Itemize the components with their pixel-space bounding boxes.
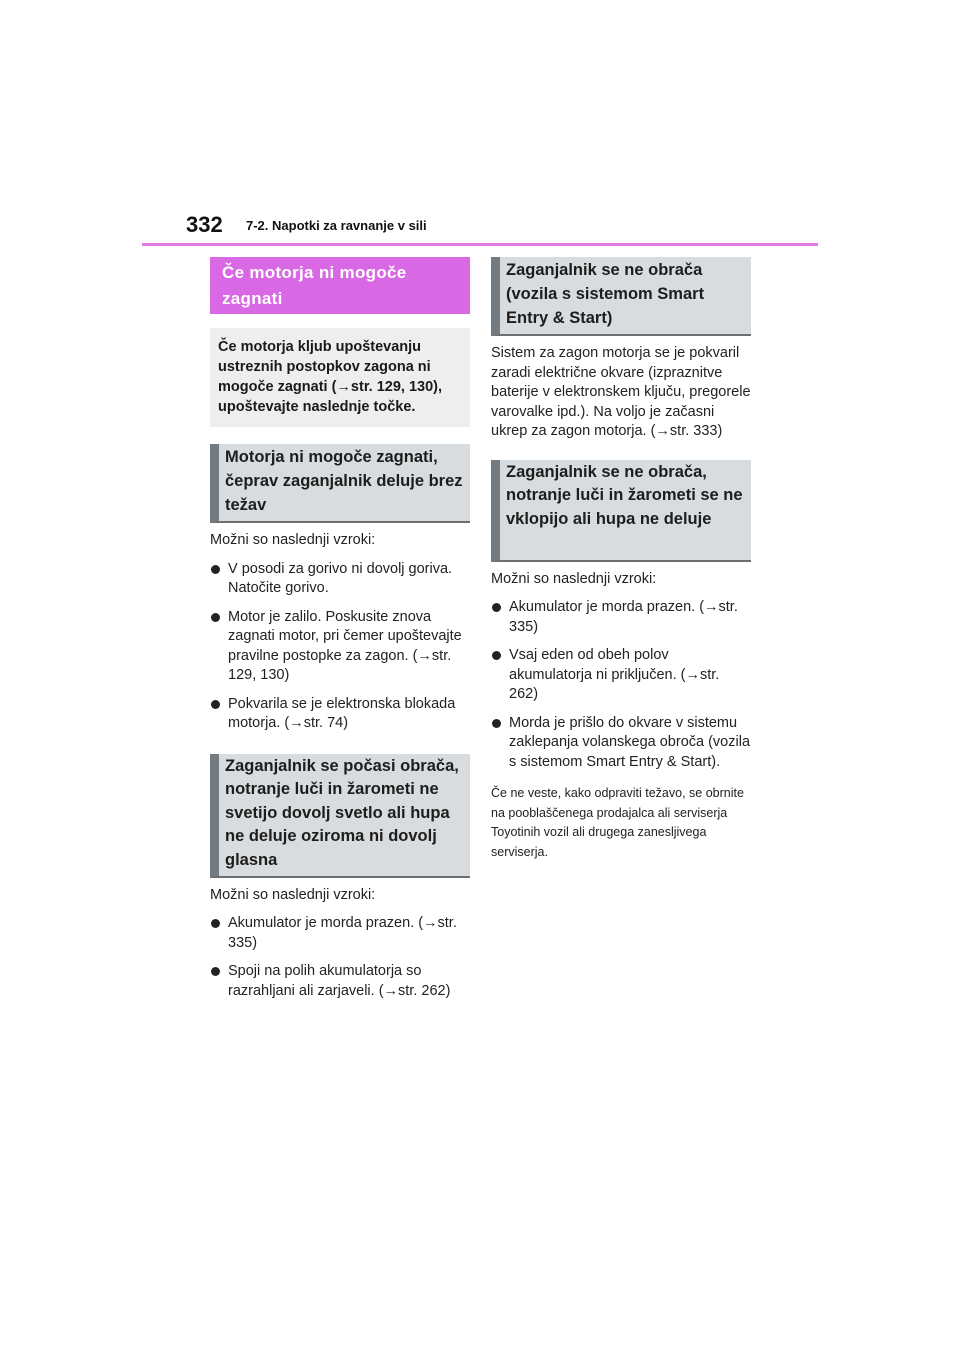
list-item: Akumulator je morda prazen. (→str. 335) xyxy=(491,598,751,637)
list-item: Spoji na polih akumulatorja so razrahljani ali zarjaveli. (→str. 262) xyxy=(210,962,470,1001)
list-item: Pokvarila se je elektronska blokada motorja. (→str. 74) xyxy=(210,695,470,734)
header-divider xyxy=(142,243,818,246)
subsection-heading: Zaganjalnik se ne obrača (vozila s sistemom Smart Entry & Start) xyxy=(491,257,751,336)
subsection-heading: Zaganjalnik se počasi obrača, notranje luči in žarometi ne svetijo dovolj svetlo ali hupa ne deluje oziroma ni dovolj glasna xyxy=(210,754,470,878)
causes-lead: Možni so naslednji vzroki: xyxy=(210,886,376,903)
causes-lead: Možni so naslednji vzroki: xyxy=(210,532,376,548)
list-item: V posodi za gorivo ni dovolj goriva. Natočite gorivo. xyxy=(210,560,470,599)
causes-list xyxy=(210,560,470,734)
causes-list xyxy=(210,914,470,1001)
page-number: 332 xyxy=(186,212,223,237)
section-breadcrumb: 7-2. Napotki za ravnanje v sili xyxy=(246,218,427,233)
service-note: Če ne veste, kako odpraviti težavo, se obrnite na pooblaščenega prodajalca ali serviserja Toyotinih vozil ali drugega zanesljivega serviserja. xyxy=(491,786,744,859)
right-column xyxy=(491,257,751,862)
main-section-title: Če motorja ni mogoče zagnati xyxy=(210,257,470,314)
subsection-heading: Motorja ni mogoče zagnati, čeprav zaganjalnik deluje brez težav xyxy=(210,444,470,523)
intro-box: Če motorja kljub upoštevanju ustreznih postopkov zagona ni mogoče zagnati (→str. 129, 130), upoštevajte naslednje točke. xyxy=(210,328,470,427)
body-paragraph: Sistem za zagon motorja se je pokvaril zaradi električne okvare (izpraznitve baterije v elektronskem ključu, pregorele varovalke ipd.). Na voljo je začasni ukrep za zagon motorja. (→str. 333) xyxy=(491,345,751,439)
causes-lead: Možni so naslednji vzroki: xyxy=(491,570,657,587)
list-item: Vsaj eden od obeh polov akumulatorja ni priključen. (→str. 262) xyxy=(491,646,751,705)
list-item: Akumulator je morda prazen. (→str. 335) xyxy=(210,914,470,953)
subsection-heading: Zaganjalnik se ne obrača, notranje luči in žarometi se ne vklopijo ali hupa ne deluje xyxy=(491,460,751,562)
left-column xyxy=(210,257,470,1001)
causes-list xyxy=(491,598,751,772)
list-item: Motor je zalilo. Poskusite znova zagnati motor, pri čemer upoštevajte pravilne postopke za zagon. (→str. 129, 130) xyxy=(210,608,470,686)
list-item: Morda je prišlo do okvare v sistemu zaklepanja volanskega obroča (vozila s sistemom Smart Entry & Start). xyxy=(491,714,751,773)
